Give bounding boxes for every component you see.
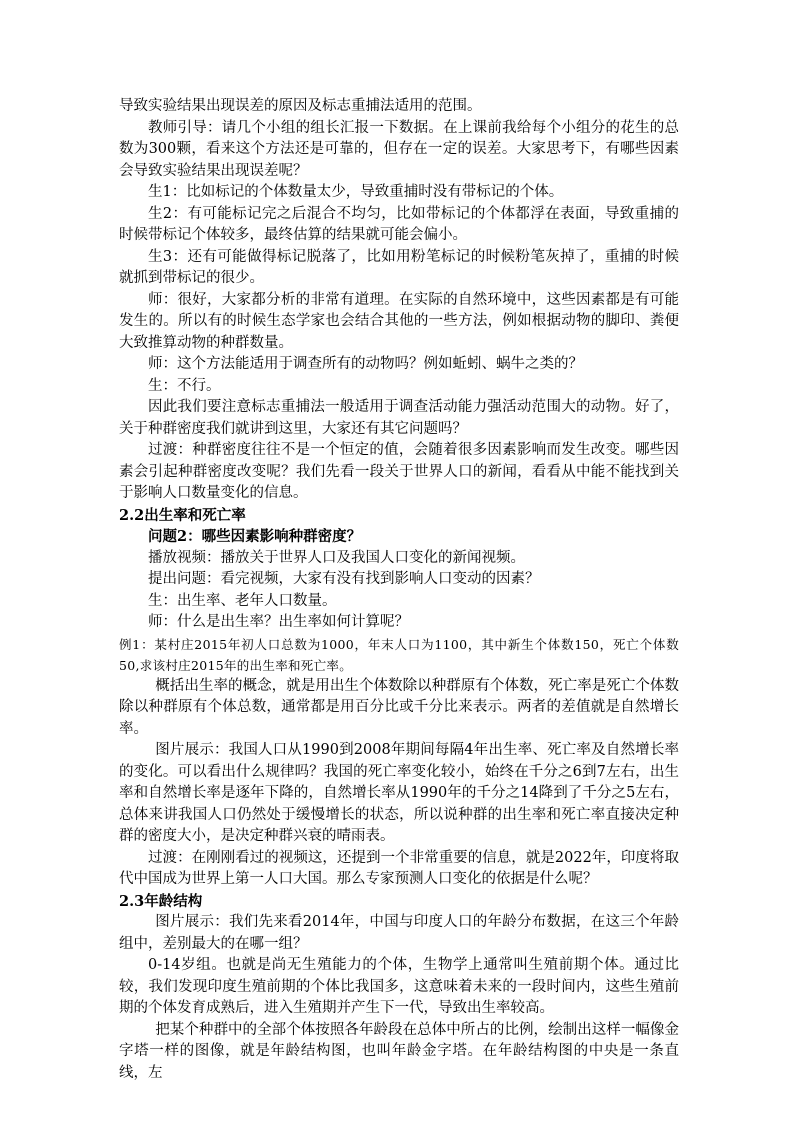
paragraph-student-1: 生1：比如标记的个体数量太少，导致重捕时没有带标记的个体。 <box>148 184 564 200</box>
paragraph-teacher-birth-rate: 师：什么是出生率？出生率如何计算呢？ <box>148 614 409 630</box>
paragraph-birth-rate-concept: 概括出生率的概念，就是用出生个体数除以种群原有个体数，死亡率是死亡个体数除以种群原有个体总数，通常都是用百分比或千分比来表示。两者的差值就是自然增长率。 <box>119 677 679 737</box>
paragraph-ask-question: 提出问题：看完视频，大家有没有找到影响人口变动的因素？ <box>148 571 540 587</box>
paragraph-play-video: 播放视频：播放关于世界人口及我国人口变化的新闻视频。 <box>148 549 525 566</box>
question-2-heading: 问题2：哪些因素影响种群密度？ <box>148 528 362 545</box>
paragraph-student-answer: 生：不行。 <box>148 377 221 394</box>
paragraph-conclusion: 因此我们要注意标志重捕法一般适用于调查活动能力强活动范围大的动物。好了，关于种群密度我们就讲到这里，大家还有其它问题吗？ <box>119 399 679 437</box>
paragraph-transition-1: 过渡：种群密度往往不是一个恒定的值，会随着很多因素影响而发生改变。哪些因素会引起种群密度改变呢？我们先看一段关于世界人口的新闻，看看从中能不能找到关于影响人口数量变化的信息。 <box>119 442 679 501</box>
paragraph-image-display-2: 图片展示：我们先来看2014年，中国与印度人口的年龄分布数据，在这三个年龄组中，差别最大的在哪一组？ <box>119 914 679 952</box>
paragraph-age-group: 0-14岁组。也就是尚无生殖能力的个体，生物学上通常叫生殖前期个体。通过比较，我们发现印度生殖前期的个体比我国多，这意味着未来的一段时间内，这些生殖前期的个体发育成熟后，进入生殖期并产生下一代，导致出生率较高。 <box>119 957 679 1016</box>
paragraph-transition-2: 过渡：在刚刚看过的视频这，还提到一个非常重要的信息，就是2022年，印度将取代中国成为世界上第一人口大国。那么专家预测人口变化的依据是什么呢？ <box>119 849 679 887</box>
paragraph-teacher-comment: 师：很好，大家都分析的非常有道理。在实际的自然环境中，这些因素都是有可能发生的。所以有的时候生态学家也会结合其他的一些方法，例如根据动物的脚印、粪便大致推算动物的种群数量。 <box>119 291 679 351</box>
paragraph-student-2: 生2：有可能标记完之后混合不均匀，比如带标记的个体都浮在表面，导致重捕的时候带标记个体较多，最终估算的结果就可能会偏小。 <box>119 205 679 243</box>
paragraph-teacher-question: 师：这个方法能适用于调查所有的动物吗？例如蚯蚓、蜗牛之类的？ <box>148 356 583 372</box>
document-body <box>119 96 679 1084</box>
section-heading-2-3: 2.3年龄结构 <box>119 892 203 910</box>
section-heading-2-2: 2.2出生率和死亡率 <box>119 506 246 524</box>
paragraph-teacher-guide: 教师引导：请几个小组的组长汇报一下数据。在上课前我给每个小组分的花生的总数为300颗，看来这个方法还是可靠的，但存在一定的误差。大家思考下，有哪些因素会导致实验结果出现误差呢？ <box>119 119 679 179</box>
paragraph-student-reply: 生：出生率、老年人口数量。 <box>148 592 337 609</box>
paragraph-1: 导致实验结果出现误差的原因及标志重捕法适用的范围。 <box>119 98 482 114</box>
paragraph-age-pyramid: 把某个种群中的全部个体按照各年龄段在总体中所占的比例，绘制出这样一幅像金字塔一样的图像，就是年龄结构图，也叫年龄金字塔。在年龄结构图的中央是一条直线，左 <box>119 1021 679 1081</box>
paragraph-image-display-1: 图片展示：我国人口从1990到2008年期间每隔4年出生率、死亡率及自然增长率的变化。可以看出什么规律吗？我国的死亡率变化较小，始终在千分之6到7左右，出生率和自然增长率是逐年下降的，自然增长率从1990年的千分之14降到了千分之5左右，总体来讲我国人口仍然处于缓慢增长的状态，所以说种群的出生率和死亡率直接决定种群的密度大小，是决定种群兴衰的晴雨表。 <box>119 742 679 844</box>
example-1: 例1：某村庄2015年初人口总数为1000，年末人口为1100，其中新生个体数150，死亡个体数50,求该村庄2015年的出生率和死亡率。 <box>119 636 679 673</box>
paragraph-student-3: 生3：还有可能做得标记脱落了，比如用粉笔标记的时候粉笔灰掉了，重捕的时候就抓到带标记的很少。 <box>119 248 679 286</box>
